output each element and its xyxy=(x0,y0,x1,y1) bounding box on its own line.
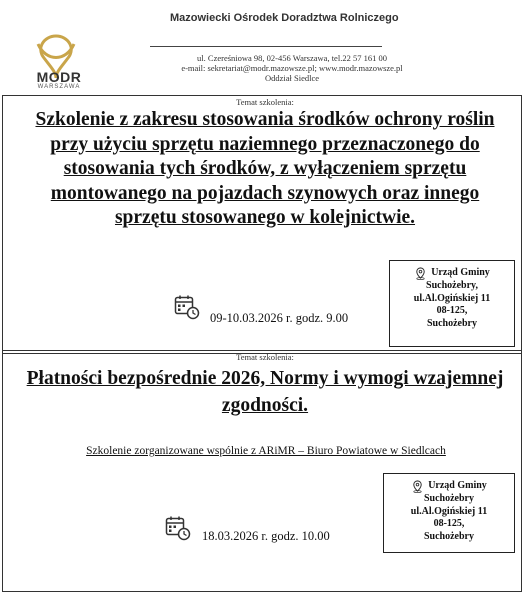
location-street: ul.Al.Ogińskiej 11 xyxy=(410,505,488,517)
address-line: ul. Czereśniowa 98, 02-456 Warszawa, tel.22 57 161 00 xyxy=(197,53,387,63)
training-date: 18.03.2026 r. godz. 10.00 xyxy=(202,529,330,543)
calendar-clock-icon xyxy=(165,515,191,541)
location-box xyxy=(383,473,515,553)
training-title: Płatności bezpośrednie 2026, Normy i wymogi wzajemnej zgodności. xyxy=(26,368,504,416)
calendar-clock-icon xyxy=(174,294,200,320)
location-postal: 08-125, xyxy=(436,305,468,316)
location-line: Suchożebry xyxy=(424,493,474,504)
location-name: Urząd Gminy xyxy=(428,480,487,492)
training-title: Szkolenie z zakresu stosowania środków ochrony roślin przy użyciu sprzętu naziemnego przeznaczonego do stosowania tych środków, z wyłączeniem sprzętu montowanego na pojazdach szynowych oraz innego sprzętu stosowanego w kolejnictwie. xyxy=(35,109,495,228)
location-name: Urząd Gminy xyxy=(431,267,490,279)
location-line: Suchożebry, xyxy=(426,280,478,291)
map-pin-icon xyxy=(414,267,427,280)
logo-subtext: WARSZAWA xyxy=(37,84,81,90)
branch-name: Oddział Siedlce xyxy=(264,73,320,83)
topic-label: Temat szkolenia: xyxy=(236,97,294,107)
location-box xyxy=(389,260,515,347)
topic-label: Temat szkolenia: xyxy=(236,352,294,362)
logo-wordmark: MODR xyxy=(36,69,82,85)
location-postal: 08-125, xyxy=(433,518,465,529)
contact-line: e-mail: sekretariat@modr.mazowsze.pl; www.modr.mazowsze.pl xyxy=(181,63,403,73)
training-date: 09-10.03.2026 r. godz. 9.00 xyxy=(210,311,349,325)
organization-name: Mazowiecki Ośrodek Doradztwa Rolniczego xyxy=(170,12,399,24)
map-pin-icon xyxy=(411,480,424,493)
header-divider xyxy=(150,46,382,47)
co-organizer-note: Szkolenie zorganizowane wspólnie z ARiMR – Biuro Powiatowe w Siedlcach xyxy=(86,445,446,457)
location-city: Suchożebry xyxy=(424,530,474,542)
location-city: Suchożebry xyxy=(427,317,477,329)
location-street: ul.Al.Ogińskiej 11 xyxy=(413,292,491,304)
